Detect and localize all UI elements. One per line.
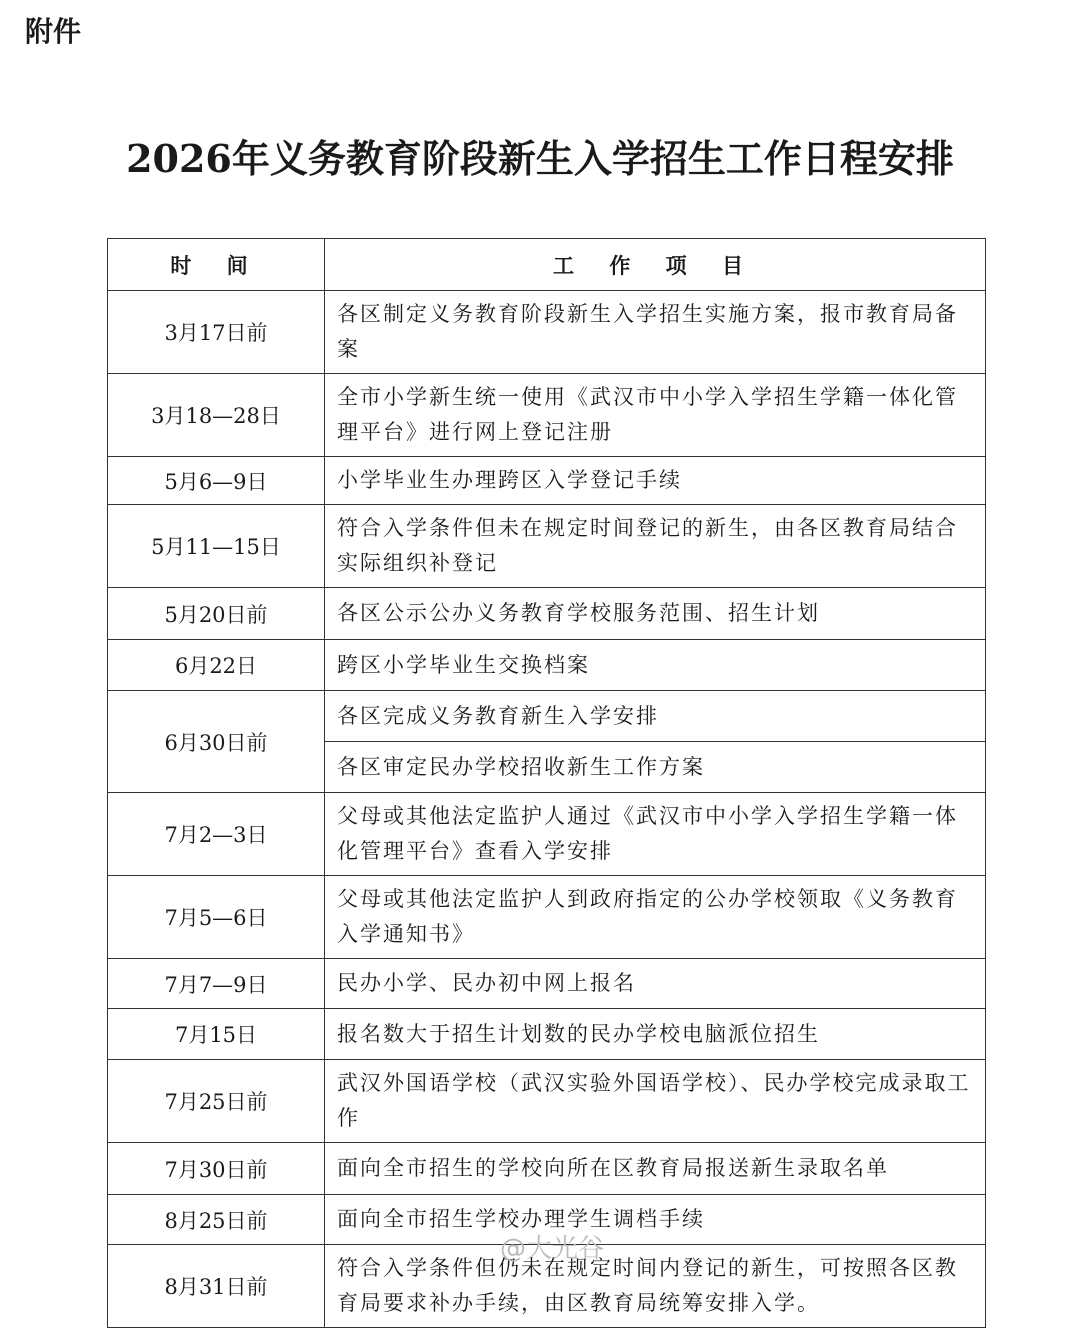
table-row xyxy=(108,588,986,640)
time-cell: 7月15日 xyxy=(108,1009,325,1060)
header-time: 时 间 xyxy=(108,239,325,291)
table-row xyxy=(108,793,986,876)
time-cell: 3月18—28日 xyxy=(108,374,325,457)
table-row xyxy=(108,1060,986,1143)
time-cell: 8月31日前 xyxy=(108,1245,325,1328)
work-item-cell: 民办小学、民办初中网上报名 xyxy=(325,959,986,1009)
table-row xyxy=(108,505,986,588)
time-cell: 7月7—9日 xyxy=(108,959,325,1009)
header-item: 工 作 项 目 xyxy=(325,239,986,291)
work-item-cell: 跨区小学毕业生交换档案 xyxy=(325,640,986,691)
work-item-cell: 武汉外国语学校（武汉实验外国语学校）、民办学校完成录取工作 xyxy=(325,1060,986,1143)
work-item-cell: 各区制定义务教育阶段新生入学招生实施方案，报市教育局备案 xyxy=(325,291,986,374)
work-item-cell: 面向全市招生学校办理学生调档手续 xyxy=(325,1195,986,1245)
work-item-cell: 各区审定民办学校招收新生工作方案 xyxy=(325,742,986,793)
table-row xyxy=(108,1143,986,1195)
work-item-cell: 父母或其他法定监护人到政府指定的公办学校领取《义务教育入学通知书》 xyxy=(325,876,986,959)
work-item-cell: 小学毕业生办理跨区入学登记手续 xyxy=(325,457,986,505)
work-item-cell: 各区完成义务教育新生入学安排 xyxy=(325,691,986,742)
time-cell: 5月6—9日 xyxy=(108,457,325,505)
time-cell: 7月25日前 xyxy=(108,1060,325,1143)
work-item-cell: 报名数大于招生计划数的民办学校电脑派位招生 xyxy=(325,1009,986,1060)
time-cell: 3月17日前 xyxy=(108,291,325,374)
work-item-cell: 面向全市招生的学校向所在区教育局报送新生录取名单 xyxy=(325,1143,986,1195)
work-item-cell: 父母或其他法定监护人通过《武汉市中小学入学招生学籍一体化管理平台》查看入学安排 xyxy=(325,793,986,876)
time-cell: 6月30日前 xyxy=(108,691,325,793)
watermark: @大光谷 xyxy=(500,1234,605,1264)
time-cell: 7月5—6日 xyxy=(108,876,325,959)
attachment-label: 附件 xyxy=(25,15,82,48)
table-row xyxy=(108,959,986,1009)
schedule-table xyxy=(107,238,986,1328)
time-cell: 5月11—15日 xyxy=(108,505,325,588)
table-row xyxy=(108,1009,986,1060)
table-row xyxy=(108,876,986,959)
time-cell: 6月22日 xyxy=(108,640,325,691)
time-cell: 8月25日前 xyxy=(108,1195,325,1245)
table-row xyxy=(108,291,986,374)
table-row xyxy=(108,691,986,742)
time-cell: 5月20日前 xyxy=(108,588,325,640)
table-row xyxy=(108,374,986,457)
work-item-cell: 各区公示公办义务教育学校服务范围、招生计划 xyxy=(325,588,986,640)
work-item-cell: 符合入学条件但仍未在规定时间内登记的新生，可按照各区教育局要求补办手续，由区教育局统筹安排入学。 xyxy=(325,1245,986,1328)
table-row xyxy=(108,640,986,691)
table-row xyxy=(108,457,986,505)
document-title: 2026年义务教育阶段新生入学招生工作日程安排 xyxy=(126,136,954,181)
work-item-cell: 全市小学新生统一使用《武汉市中小学入学招生学籍一体化管理平台》进行网上登记注册 xyxy=(325,374,986,457)
time-cell: 7月2—3日 xyxy=(108,793,325,876)
time-cell: 7月30日前 xyxy=(108,1143,325,1195)
work-item-cell: 符合入学条件但未在规定时间登记的新生，由各区教育局结合实际组织补登记 xyxy=(325,505,986,588)
